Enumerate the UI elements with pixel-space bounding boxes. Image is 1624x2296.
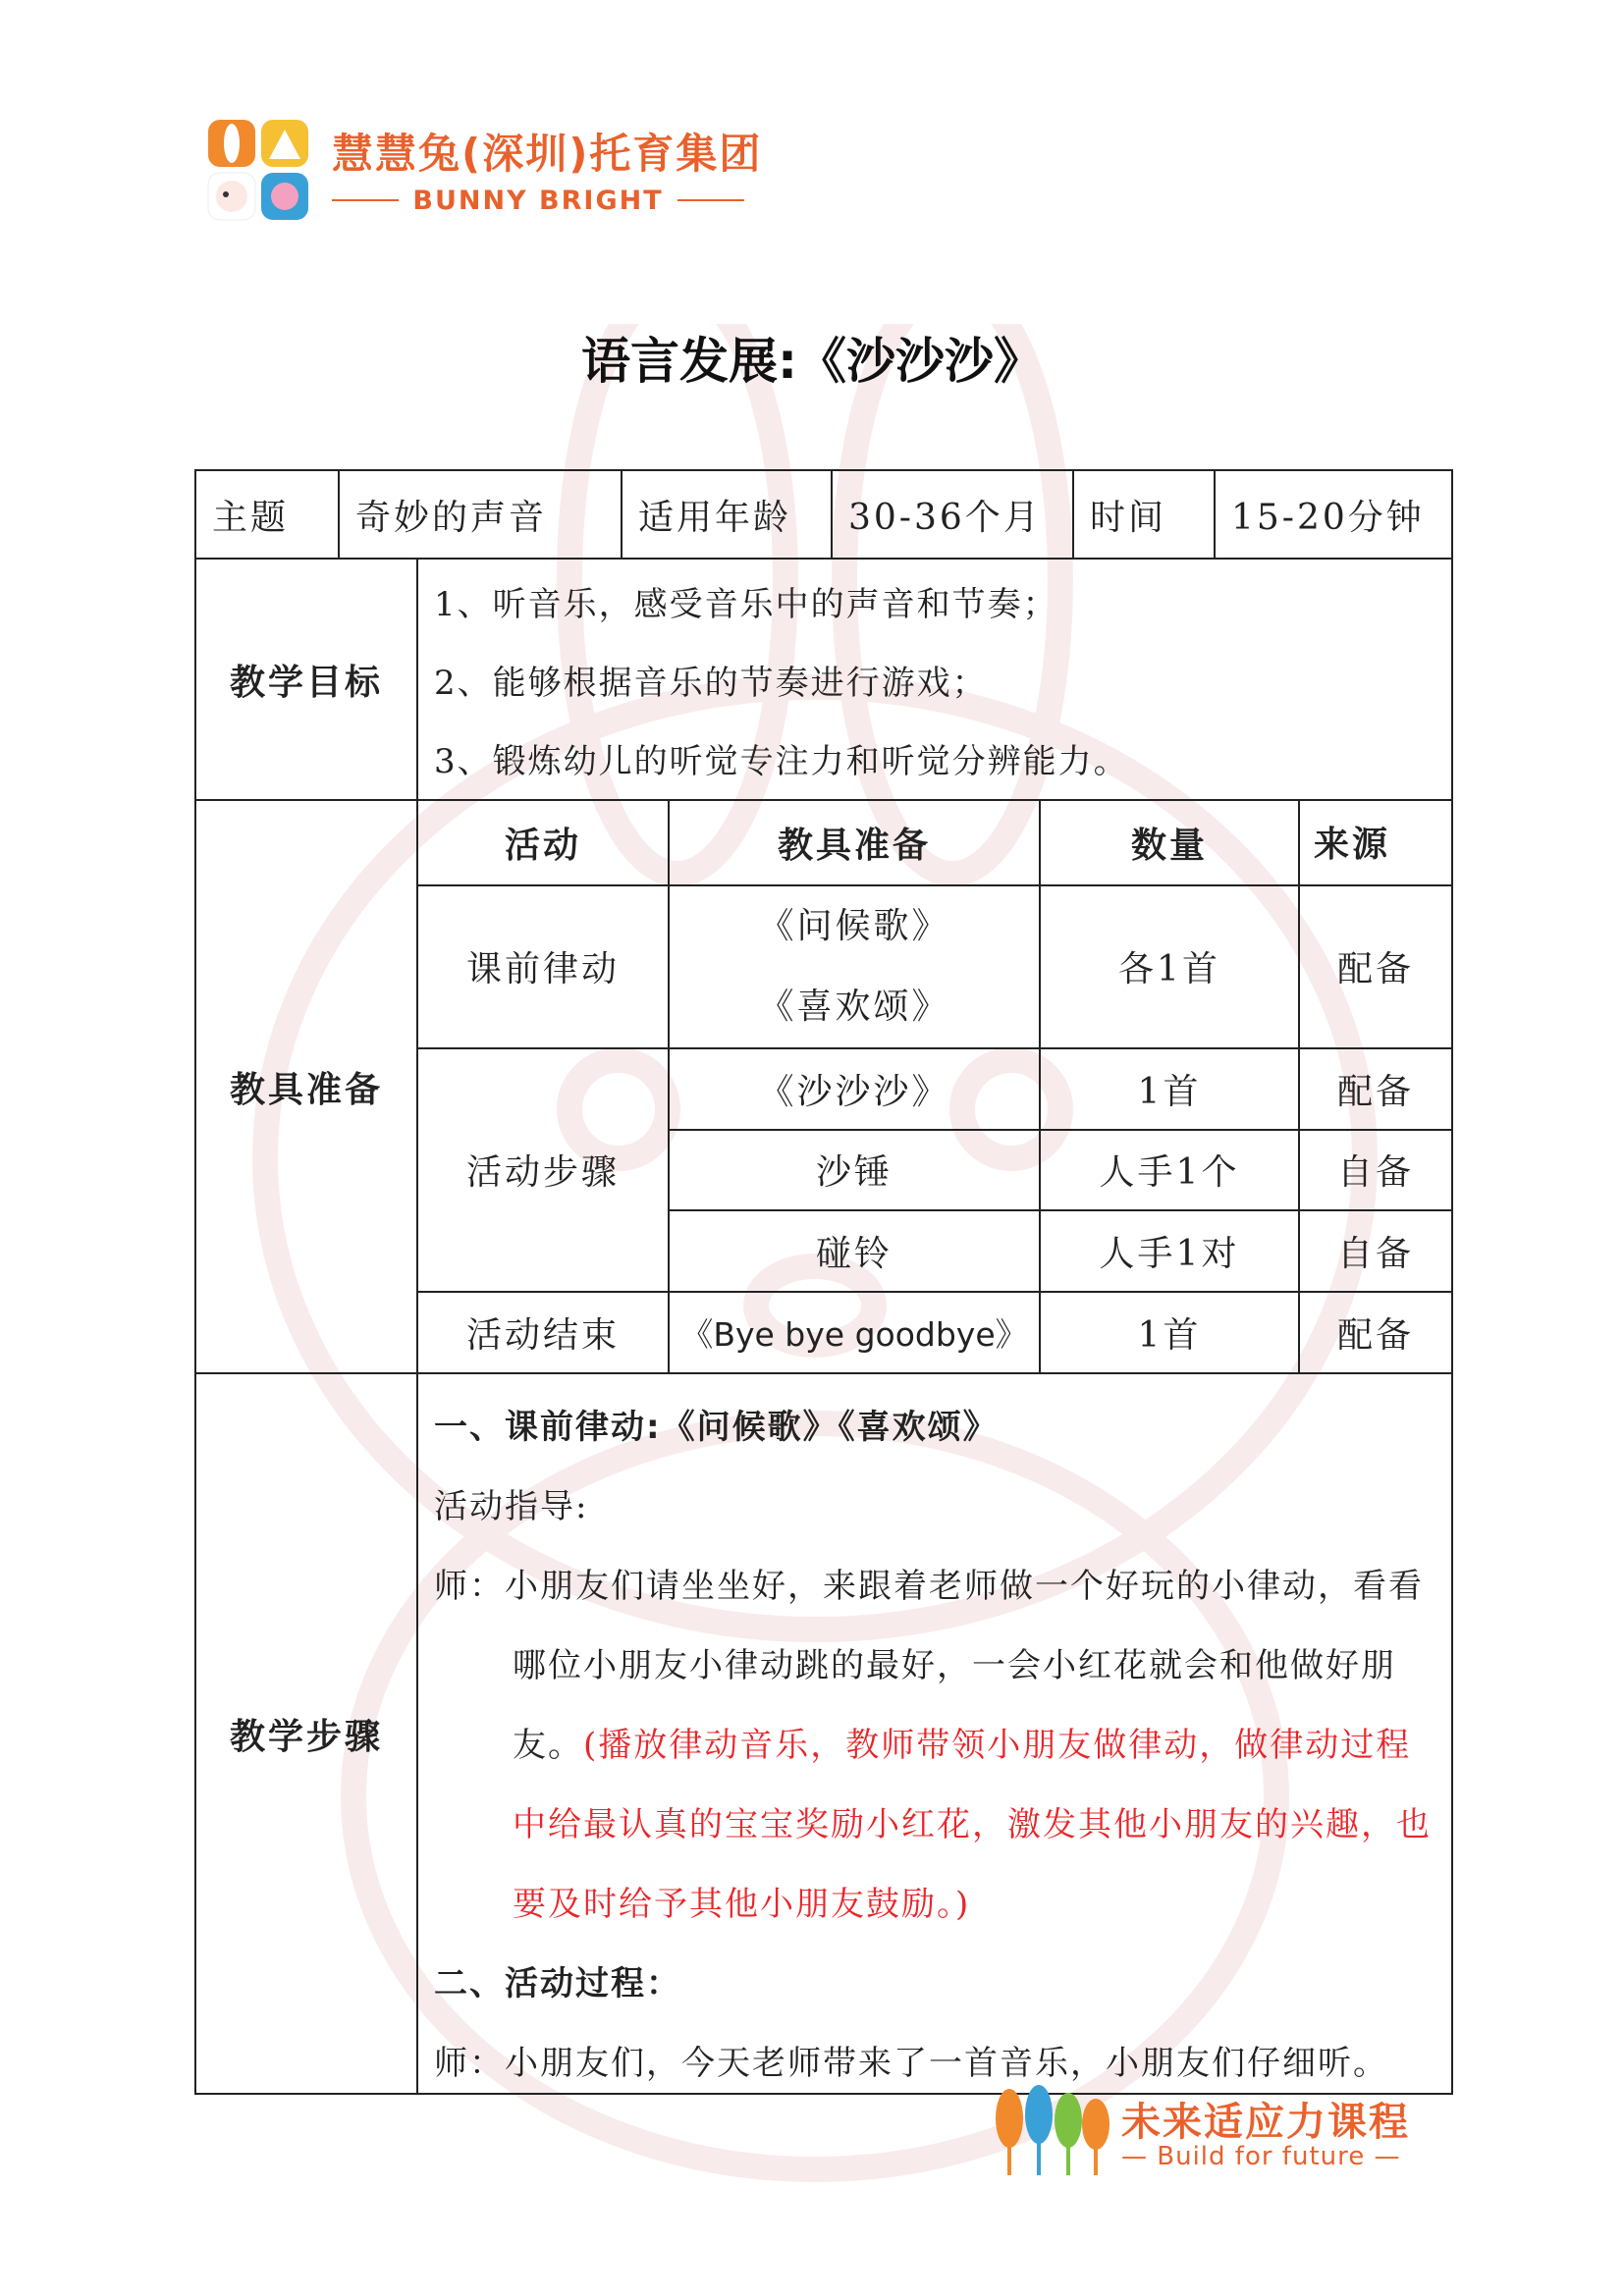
material-item xyxy=(670,886,1041,1047)
topic-label: 主题 xyxy=(196,471,340,558)
trees-icon xyxy=(994,2079,1113,2177)
materials-subrows xyxy=(670,1049,1451,1291)
activity-name: 课前律动 xyxy=(418,886,670,1047)
col-materials: 教具准备 xyxy=(670,801,1041,884)
org-name-en-wrap xyxy=(332,181,744,220)
quantity: 人手1对 xyxy=(1041,1211,1300,1291)
teacher-speech: 小朋友们，今天老师带来了一首音乐，小朋友们仔细听。 xyxy=(505,2044,1388,2083)
steps-content xyxy=(418,1374,1451,2093)
page-title: 语言发展:《沙沙沙》 xyxy=(581,333,1043,390)
material-text: 《喜欢颂》 xyxy=(758,986,950,1027)
material-row xyxy=(670,1049,1451,1131)
col-activity: 活动 xyxy=(418,801,670,884)
materials-row xyxy=(196,801,1451,1374)
materials-group xyxy=(418,886,1451,1049)
col-source: 来源 xyxy=(1314,825,1391,865)
info-row xyxy=(196,471,1451,560)
org-name-en: BUNNY BRIGHT xyxy=(412,185,664,216)
material-text: 《沙沙沙》 xyxy=(670,1049,1041,1129)
time-label: 时间 xyxy=(1074,471,1216,558)
materials-subtable xyxy=(418,801,1451,1372)
time-value: 15-20分钟 xyxy=(1231,497,1425,538)
teacher-instruction: (播放律动音乐，教师带领小朋友做律动，做律动过程中给最认真的宝宝奖励小红花，激发其他小朋友的兴趣，也要及时给予其他小朋友鼓励。) xyxy=(513,1726,1432,1924)
quantity: 人手1个 xyxy=(1041,1131,1300,1210)
goal-item: 2、能够根据音乐的节奏进行游戏； xyxy=(434,663,988,703)
teacher-prefix: 师： xyxy=(434,1567,505,1606)
bunny-logo-icon xyxy=(204,116,314,226)
quantity: 各1首 xyxy=(1041,886,1300,1047)
material-row xyxy=(670,1131,1451,1212)
goals-label: 教学目标 xyxy=(196,560,418,799)
material-text: 碰铃 xyxy=(670,1211,1041,1291)
steps-row xyxy=(196,1374,1451,2093)
course-logo xyxy=(994,2079,1455,2177)
source: 自备 xyxy=(1336,1152,1414,1194)
org-name: 慧慧兔(深圳)托育集团 xyxy=(332,130,763,178)
topic-value: 奇妙的声音 xyxy=(340,471,623,558)
material-text: 《问候歌》 xyxy=(758,905,950,946)
quantity: 1首 xyxy=(1041,1049,1300,1129)
material-row xyxy=(670,1211,1451,1291)
goals-row xyxy=(196,560,1451,801)
activity-name: 活动结束 xyxy=(418,1293,670,1372)
source: 自备 xyxy=(1336,1234,1414,1275)
materials-label: 教具准备 xyxy=(196,801,418,1372)
goal-item: 3、锻炼幼儿的听觉专注力和听觉分辨能力。 xyxy=(434,741,1129,781)
steps-label: 教学步骤 xyxy=(196,1374,418,2093)
lesson-plan-table xyxy=(194,469,1453,2095)
source: 配备 xyxy=(1336,1071,1414,1112)
teacher-prefix: 师： xyxy=(434,2044,505,2083)
material-text: 沙锤 xyxy=(670,1131,1041,1210)
goal-item: 1、听音乐，感受音乐中的声音和节奏； xyxy=(434,584,1058,624)
teacher-speech: 小朋友们请坐坐好，来跟着老师做一个好玩的小律动，看看哪位小朋友小律动跳的最好，一会小红花就会和他做好朋友。 xyxy=(505,1567,1424,1765)
age-value: 30-36个月 xyxy=(833,471,1074,558)
teacher-paragraph xyxy=(434,1547,1441,1945)
materials-group xyxy=(418,1049,1451,1293)
section-title: 二、活动过程： xyxy=(434,1964,681,2003)
source: 配备 xyxy=(1336,1314,1414,1356)
age-label: 适用年龄 xyxy=(623,471,833,558)
quantity: 1首 xyxy=(1041,1293,1300,1372)
materials-group xyxy=(418,1293,1451,1372)
course-brand: 未来适应力课程 xyxy=(1121,2100,1410,2145)
source: 配备 xyxy=(1336,949,1414,990)
course-slogan: — Build for future — xyxy=(1121,2142,1401,2171)
section-title: 一、课前律动:《问候歌》《喜欢颂》 xyxy=(434,1408,999,1447)
divider xyxy=(332,199,399,201)
material-text: 《Bye bye goodbye》 xyxy=(670,1293,1041,1372)
org-logo xyxy=(204,116,763,226)
materials-header xyxy=(418,801,1451,886)
goals-list xyxy=(418,560,1451,799)
activity-name: 活动步骤 xyxy=(418,1049,670,1291)
col-quantity: 数量 xyxy=(1041,801,1300,884)
guide-label: 活动指导: xyxy=(434,1487,589,1526)
divider xyxy=(677,199,744,201)
